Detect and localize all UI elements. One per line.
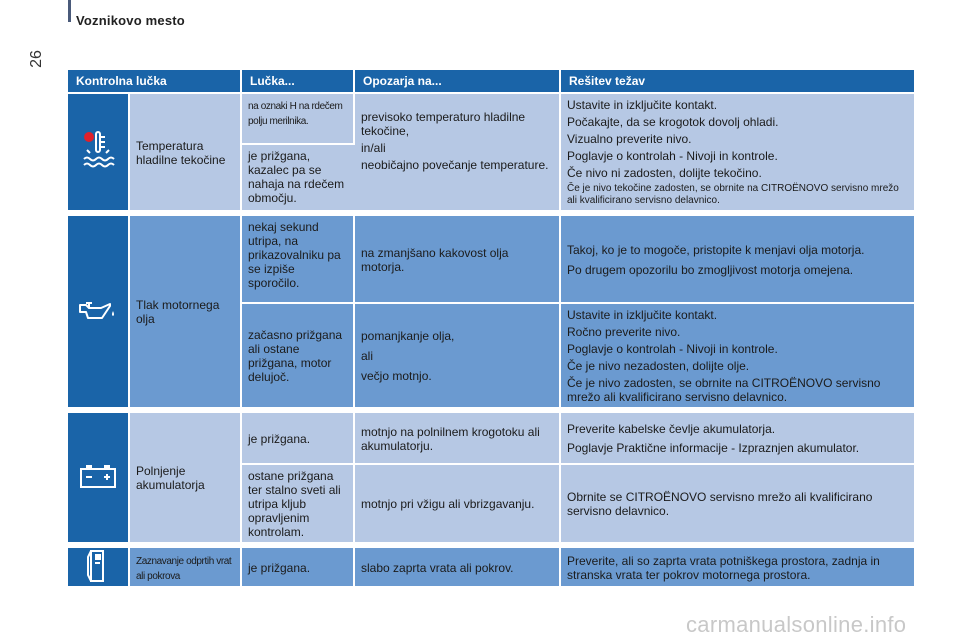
section-marker xyxy=(68,0,71,22)
col-header-lamp: Kontrolna lučka xyxy=(68,70,242,94)
page-number: 26 xyxy=(27,50,45,68)
warns-text: in/ali xyxy=(361,141,386,155)
light-state: ostane prižgana ter stalno sveti ali utripa kljub opravljenim kontrolam. xyxy=(242,465,355,544)
solution-line: Če nivo ni zadosten, dolijte tekočino. xyxy=(567,166,762,180)
table-header-row xyxy=(68,70,914,94)
warns-text: previsoko temperaturo hladilne tekočine, xyxy=(361,110,526,138)
solution-line: Počakajte, da se krogotok dovolj ohladi. xyxy=(567,115,779,129)
warning-lights-table xyxy=(68,70,914,588)
lamp-icon-cell xyxy=(68,216,130,409)
light-state: je prižgana, kazalec pa se nahaja na rdečem območju. xyxy=(242,145,355,212)
warns-text: pomanjkanje olja, xyxy=(361,329,455,343)
lamp-icon-cell xyxy=(68,413,130,544)
open-door-icon xyxy=(87,549,109,586)
warns-text: motnjo na polnilnem krogotoku ali akumulatorju. xyxy=(355,413,561,465)
solution-line: Poglavje o kontrolah - Nivoji in kontrole. xyxy=(567,149,778,163)
solution-cell xyxy=(561,94,914,212)
solution-line: Če je nivo nezadosten, dolijte olje. xyxy=(567,359,750,373)
solution-line: Če je nivo zadosten, se obrnite na CITROËNOVO servisno mrežo ali kvalificirano servisno delavnico. xyxy=(567,376,881,404)
lamp-name: Tlak motornega olja xyxy=(130,216,242,409)
lamp-icon-cell xyxy=(68,548,130,588)
warns-text: slabo zaprta vrata ali pokrov. xyxy=(355,548,561,588)
warns-text: motnjo pri vžigu ali vbrizgavanju. xyxy=(355,465,561,544)
light-state: je prižgana. xyxy=(242,413,355,465)
section-title: Voznikovo mesto xyxy=(76,13,185,28)
solution-line: Po drugem opozorilu bo zmogljivost motorja omejena. xyxy=(567,262,854,277)
warns-text: večjo motnjo. xyxy=(361,369,432,383)
warns-text: ali xyxy=(361,349,374,363)
warns-text: neobičajno povečanje temperature. xyxy=(361,158,549,172)
solution-line: Če je nivo tekočine zadosten, se obrnite na CITROËNOVO servisno mrežo ali kvalificirano servisno delavnico. xyxy=(567,183,899,206)
lamp-icon-cell xyxy=(68,94,130,212)
watermark: carmanualsonline.info xyxy=(686,612,907,637)
warns-cell xyxy=(355,94,561,212)
solution-line: Ustavite in izključite kontakt. xyxy=(567,98,718,112)
solution-line: Poglavje o kontrolah - Nivoji in kontrole. xyxy=(567,342,778,356)
table-row xyxy=(68,413,914,465)
solution-cell xyxy=(561,216,914,304)
solution-line: Ustavite in izključite kontakt. xyxy=(567,308,718,322)
col-header-light-state: Lučka... xyxy=(242,70,355,94)
coolant-temperature-icon xyxy=(81,129,115,176)
solution-text: Preverite, ali so zaprta vrata potniškega prostora, zadnja in stranska vrata ter pokrov motornega prostora. xyxy=(561,548,914,588)
light-state: začasno prižgana ali ostane prižgana, motor delujoč. xyxy=(242,304,355,409)
solution-cell xyxy=(561,413,914,465)
solution-line: Poglavje Praktične informacije - Izpraznjen akumulator. xyxy=(567,441,860,455)
solution-line: Vizualno preverite nivo. xyxy=(567,132,692,146)
light-state: je prižgana. xyxy=(242,548,355,588)
solution-cell xyxy=(561,304,914,409)
battery-icon xyxy=(79,463,117,492)
warns-text: na zmanjšano kakovost olja motorja. xyxy=(355,216,561,304)
solution-line: Takoj, ko je to mogoče, pristopite k menjavi olja motorja. xyxy=(567,242,865,257)
col-header-solution: Rešitev težav xyxy=(561,70,914,94)
table-row xyxy=(68,548,914,588)
warns-cell xyxy=(355,304,561,409)
lamp-name: Polnjenje akumulatorja xyxy=(130,413,242,544)
oil-pressure-icon xyxy=(78,297,118,326)
lamp-name: Temperatura hladilne tekočine xyxy=(130,94,242,212)
solution-line: Ročno preverite nivo. xyxy=(567,325,681,339)
table-row xyxy=(68,94,914,145)
light-state: nekaj sekund utripa, na prikazovalniku pa se izpiše sporočilo. xyxy=(242,216,355,304)
col-header-warns: Opozarja na... xyxy=(355,70,561,94)
solution-line: Preverite kabelske čevlje akumulatorja. xyxy=(567,422,776,436)
solution-text: Obrnite se CITROËNOVO servisno mrežo ali kvalificirano servisno delavnico. xyxy=(561,465,914,544)
light-state: na oznaki H na rdečem polju merilnika. xyxy=(248,101,343,127)
table-row xyxy=(68,216,914,304)
lamp-name: Zaznavanje odprtih vrat ali pokrova xyxy=(136,555,232,582)
